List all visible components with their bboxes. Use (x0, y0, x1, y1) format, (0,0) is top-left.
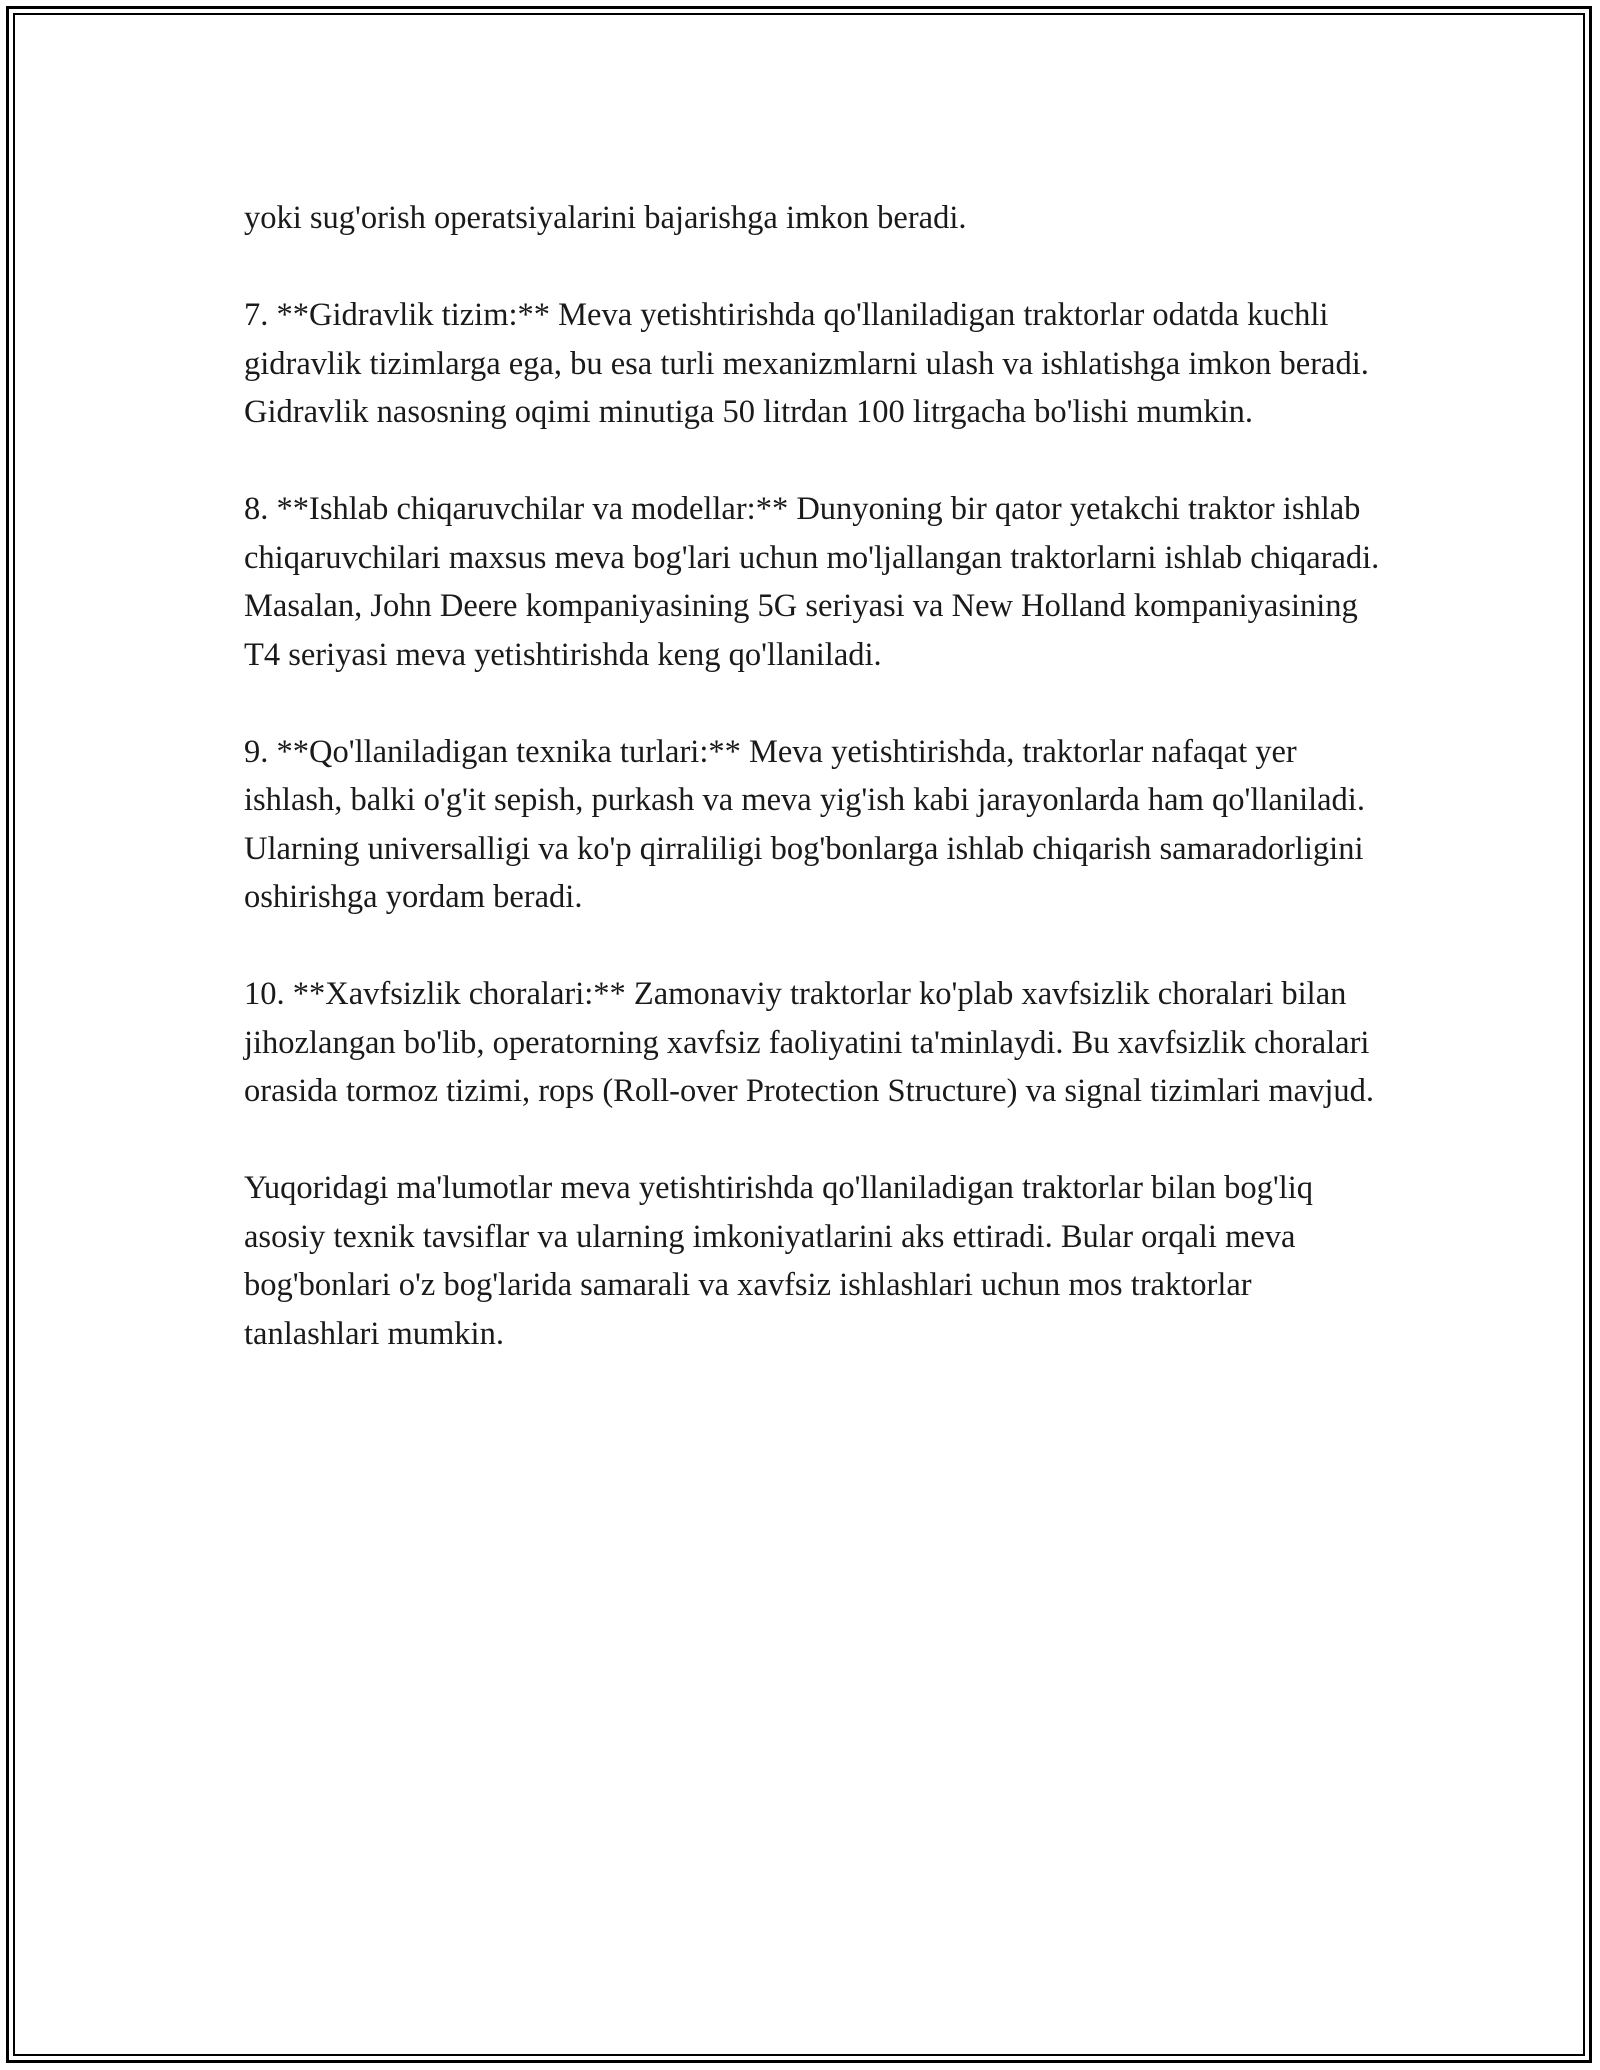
paragraph-intro-continuation: yoki sug'orish operatsiyalarini bajarishga imkon beradi. (244, 200, 967, 236)
paragraph-manufacturers: 8. **Ishlab chiqaruvchilar va modellar:** Dunyoning bir qator yetakchi traktor ishlab chiqaruvchilari maxsus meva bog'lari uchun mo'ljallangan traktorlarni ishlab chiqaradi. Masalan, John Deere kompaniyasining 5G seriyasi va New Holland kompaniyasining T4 seriyasi meva yetishtirishda keng qo'llaniladi. (244, 491, 1380, 673)
paragraph-hydraulic-system: 7. **Gidravlik tizim:** Meva yetishtirishda qo'llaniladigan traktorlar odatda kuchli gidravlik tizimlarga ega, bu esa turli mexanizmlarni ulash va ishlatishga imkon beradi. Gidravlik nasosning oqimi minutiga 50 litrdan 100 litrgacha bo'lishi mumkin. (244, 297, 1369, 430)
paragraph-safety-measures: 10. **Xavfsizlik choralari:** Zamonaviy traktorlar ko'plab xavfsizlik choralari bilan jihozlangan bo'lib, operatorning xavfsiz faoliyatini ta'minlaydi. Bu xavfsizlik choralari orasida tormoz tizimi, rops (Roll-over Protection Structure) va signal tizimlari mavjud. (244, 976, 1375, 1109)
paragraph-conclusion: Yuqoridagi ma'lumotlar meva yetishtirishda qo'llaniladigan traktorlar bilan bog'liq asosiy texnik tavsiflar va ularning imkoniyatlarini aks ettiradi. Bular orqali meva bog'bonlari o'z bog'larida samarali va xavfsiz ishlashlari uchun mos traktorlar tanlashlari mumkin. (244, 1170, 1314, 1352)
paragraph-equipment-types: 9. **Qo'llaniladigan texnika turlari:** Meva yetishtirishda, traktorlar nafaqat yer ishlash, balki o'g'it sepish, purkash va meva yig'ish kabi jarayonlarda ham qo'llaniladi. Ularning universalligi va ko'p qirraliligi bog'bonlarga ishlab chiqarish samaradorligini oshirishga yordam beradi. (244, 733, 1365, 915)
page-frame (6, 6, 1592, 2063)
document-body (244, 194, 1384, 1407)
